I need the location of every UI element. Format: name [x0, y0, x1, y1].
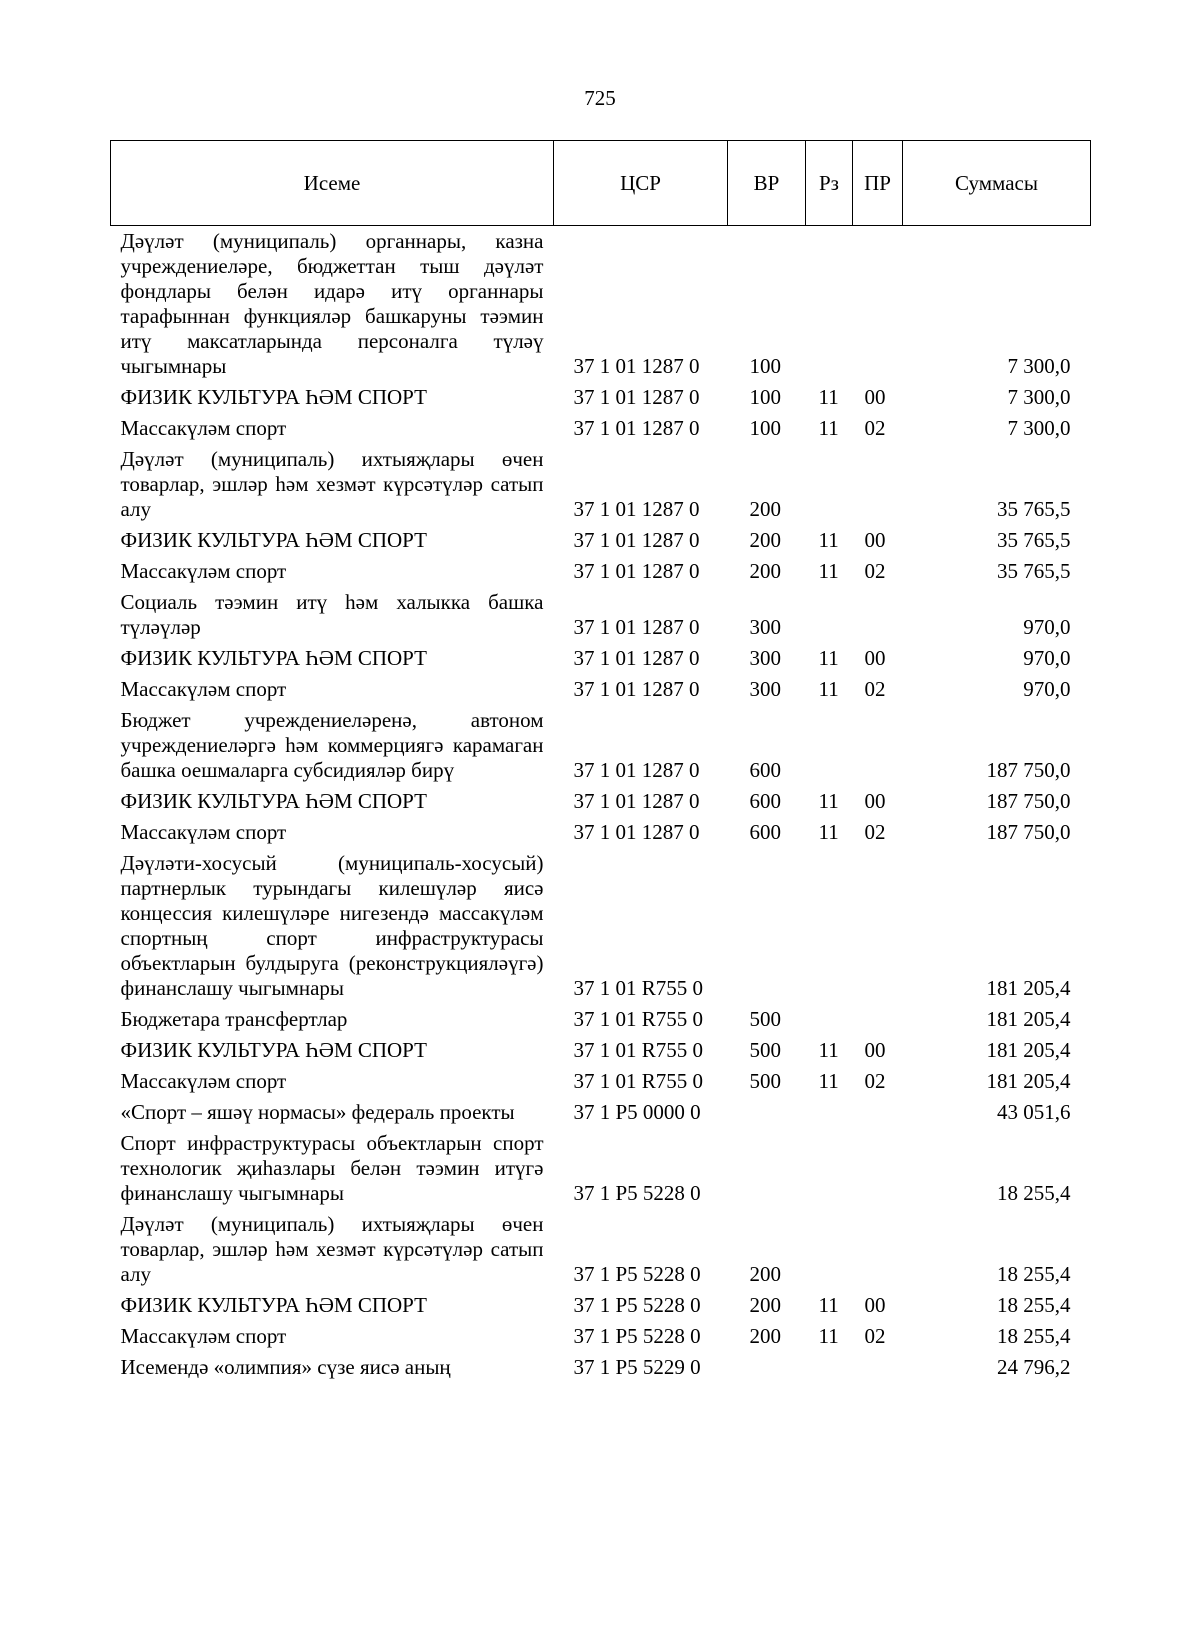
row-vr-cell: [728, 1352, 806, 1383]
row-vr-cell: 200: [749, 497, 781, 521]
row-vr-cell: [728, 1097, 806, 1128]
table-row: [111, 1035, 1091, 1066]
row-vr-cell: 200: [749, 528, 781, 552]
row-rz-cell: [806, 444, 853, 525]
header-pr: ПР: [853, 141, 903, 226]
row-csr-cell: 37 1 01 1287 0: [573, 385, 700, 409]
row-pr-cell: [853, 848, 903, 1004]
row-name-cell: Массакүләм спорт: [120, 1069, 287, 1093]
row-pr-cell: 02: [864, 1069, 886, 1093]
row-rz-cell: 11: [818, 677, 839, 701]
table-row: [111, 1321, 1091, 1352]
row-sum-cell: 7 300,0: [1007, 354, 1071, 378]
row-sum-cell: 24 796,2: [997, 1355, 1071, 1379]
header-csr: ЦСР: [554, 141, 728, 226]
row-rz-cell: [806, 1004, 853, 1035]
row-sum-cell: 35 765,5: [997, 559, 1071, 583]
row-sum-cell: 181 205,4: [986, 1007, 1071, 1031]
table-row: [111, 1209, 1091, 1290]
row-name-cell: ФИЗИК КУЛЬТУРА ҺӘМ СПОРТ: [120, 789, 427, 813]
row-sum-cell: 187 750,0: [986, 789, 1071, 813]
row-vr-cell: 300: [749, 677, 781, 701]
row-name-cell: Массакүләм спорт: [120, 416, 287, 440]
row-name-cell: Массакүләм спорт: [120, 677, 287, 701]
row-pr-cell: [853, 226, 903, 383]
row-name-cell: Дәүләт (муниципаль) ихтыяҗлары өчен товарлар, эшләр һәм хезмәт күрсәтүләр сатып алу: [120, 447, 544, 521]
row-rz-cell: 11: [818, 559, 839, 583]
row-name-cell: ФИЗИК КУЛЬТУРА ҺӘМ СПОРТ: [120, 1293, 427, 1317]
row-rz-cell: 11: [818, 646, 839, 670]
row-vr-cell: 600: [749, 820, 781, 844]
table-row: [111, 1128, 1091, 1209]
row-csr-cell: 37 1 P5 5228 0: [573, 1293, 701, 1317]
row-sum-cell: 181 205,4: [986, 976, 1071, 1000]
row-pr-cell: 02: [864, 820, 886, 844]
row-vr-cell: 500: [749, 1007, 781, 1031]
row-sum-cell: 35 765,5: [997, 497, 1071, 521]
row-vr-cell: 200: [749, 1293, 781, 1317]
row-csr-cell: 37 1 01 1287 0: [573, 528, 700, 552]
row-pr-cell: [853, 444, 903, 525]
row-pr-cell: [853, 1209, 903, 1290]
row-rz-cell: 11: [818, 1293, 839, 1317]
table-row: [111, 525, 1091, 556]
row-sum-cell: 187 750,0: [986, 758, 1071, 782]
row-pr-cell: [853, 1097, 903, 1128]
row-vr-cell: 300: [749, 646, 781, 670]
row-name-cell: Социаль тәэмин итү һәм халыкка башка түләүләр: [120, 590, 544, 639]
row-pr-cell: 00: [864, 1293, 886, 1317]
row-vr-cell: [728, 1128, 806, 1209]
row-csr-cell: 37 1 01 1287 0: [573, 820, 700, 844]
row-pr-cell: 00: [864, 385, 886, 409]
row-csr-cell: 37 1 01 1287 0: [573, 646, 700, 670]
row-rz-cell: 11: [818, 820, 839, 844]
row-csr-cell: 37 1 01 1287 0: [573, 615, 700, 639]
row-pr-cell: [853, 1004, 903, 1035]
row-csr-cell: 37 1 01 R755 0: [573, 1069, 704, 1093]
row-rz-cell: 11: [818, 789, 839, 813]
row-name-cell: ФИЗИК КУЛЬТУРА ҺӘМ СПОРТ: [120, 528, 427, 552]
row-vr-cell: 100: [749, 416, 781, 440]
row-sum-cell: 970,0: [1023, 646, 1071, 670]
row-rz-cell: [806, 1128, 853, 1209]
table-row: [111, 1066, 1091, 1097]
row-rz-cell: [806, 226, 853, 383]
row-pr-cell: 02: [864, 1324, 886, 1348]
row-pr-cell: [853, 1128, 903, 1209]
table-row: [111, 587, 1091, 643]
row-rz-cell: [806, 848, 853, 1004]
row-csr-cell: 37 1 01 R755 0: [573, 1038, 704, 1062]
row-name-cell: Массакүләм спорт: [120, 1324, 287, 1348]
header-name: Исеме: [111, 141, 554, 226]
row-pr-cell: 02: [864, 559, 886, 583]
row-pr-cell: [853, 587, 903, 643]
row-sum-cell: 18 255,4: [997, 1324, 1071, 1348]
row-csr-cell: 37 1 P5 5228 0: [573, 1181, 701, 1205]
table-row: [111, 848, 1091, 1004]
table-row: [111, 556, 1091, 587]
table-row: [111, 1004, 1091, 1035]
row-rz-cell: 11: [818, 528, 839, 552]
row-name-cell: Дәүләт (муниципаль) ихтыяҗлары өчен товарлар, эшләр һәм хезмәт күрсәтүләр сатып алу: [120, 1212, 544, 1286]
row-pr-cell: [853, 1352, 903, 1383]
row-name-cell: Массакүләм спорт: [120, 559, 287, 583]
row-vr-cell: [728, 848, 806, 1004]
table-row: [111, 1097, 1091, 1128]
row-csr-cell: 37 1 P5 0000 0: [573, 1100, 701, 1124]
row-name-cell: Бюджет учреждениеләренә, автоном учреждениеләргә һәм коммерциягә карамаган башка оешмаларга субсидияләр бирү: [120, 708, 544, 782]
row-name-cell: Исемендә «олимпия» сүзе яисә аның: [120, 1355, 451, 1379]
row-csr-cell: 37 1 01 1287 0: [573, 677, 700, 701]
table-row: [111, 817, 1091, 848]
row-rz-cell: [806, 705, 853, 786]
row-name-cell: ФИЗИК КУЛЬТУРА ҺӘМ СПОРТ: [120, 646, 427, 670]
row-vr-cell: 500: [749, 1069, 781, 1093]
row-vr-cell: 200: [749, 559, 781, 583]
row-csr-cell: 37 1 01 1287 0: [573, 416, 700, 440]
row-csr-cell: 37 1 P5 5228 0: [573, 1262, 701, 1286]
row-pr-cell: 00: [864, 789, 886, 813]
table-row: [111, 705, 1091, 786]
row-sum-cell: 18 255,4: [997, 1293, 1071, 1317]
row-csr-cell: 37 1 01 1287 0: [573, 354, 700, 378]
row-sum-cell: 187 750,0: [986, 820, 1071, 844]
row-csr-cell: 37 1 01 1287 0: [573, 497, 700, 521]
row-rz-cell: [806, 1097, 853, 1128]
row-rz-cell: 11: [818, 1038, 839, 1062]
row-name-cell: Бюджетара трансфертлар: [120, 1007, 348, 1031]
row-name-cell: ФИЗИК КУЛЬТУРА ҺӘМ СПОРТ: [120, 385, 427, 409]
row-pr-cell: 02: [864, 416, 886, 440]
table-row: [111, 413, 1091, 444]
row-pr-cell: 00: [864, 646, 886, 670]
row-sum-cell: 18 255,4: [997, 1181, 1071, 1205]
table-row: [111, 1352, 1091, 1383]
row-rz-cell: [806, 1352, 853, 1383]
row-vr-cell: 200: [749, 1262, 781, 1286]
row-rz-cell: 11: [818, 1069, 839, 1093]
row-vr-cell: 500: [749, 1038, 781, 1062]
row-name-cell: Дәүләт (муниципаль) органнары, казна учреждениеләре, бюджеттан тыш дәүләт фондлары белән идарә итү органнары тарафыннан функцияләр башкаруны тәэмин итү максатларында персоналга түләү чыгымнары: [120, 229, 544, 378]
row-rz-cell: [806, 1209, 853, 1290]
header-vr: ВР: [728, 141, 806, 226]
row-pr-cell: 00: [864, 528, 886, 552]
row-rz-cell: 11: [818, 1324, 839, 1348]
row-name-cell: Массакүләм спорт: [120, 820, 287, 844]
row-sum-cell: 18 255,4: [997, 1262, 1071, 1286]
row-name-cell: «Спорт – яшәү нормасы» федераль проекты: [120, 1100, 515, 1124]
header-rz: Рз: [806, 141, 853, 226]
row-pr-cell: 00: [864, 1038, 886, 1062]
budget-table: [110, 140, 1091, 1383]
row-sum-cell: 35 765,5: [997, 528, 1071, 552]
table-row: [111, 1290, 1091, 1321]
row-vr-cell: 600: [749, 758, 781, 782]
table-row: [111, 786, 1091, 817]
row-sum-cell: 181 205,4: [986, 1038, 1071, 1062]
row-csr-cell: 37 1 P5 5228 0: [573, 1324, 701, 1348]
row-csr-cell: 37 1 P5 5229 0: [573, 1355, 701, 1379]
row-csr-cell: 37 1 01 R755 0: [573, 1007, 704, 1031]
row-vr-cell: 200: [749, 1324, 781, 1348]
table-row: [111, 382, 1091, 413]
table-header-row: [111, 141, 1091, 226]
row-rz-cell: 11: [818, 385, 839, 409]
row-csr-cell: 37 1 01 1287 0: [573, 789, 700, 813]
table-row: [111, 226, 1091, 383]
row-sum-cell: 181 205,4: [986, 1069, 1071, 1093]
table-body: [111, 226, 1091, 1384]
row-pr-cell: 02: [864, 677, 886, 701]
row-rz-cell: [806, 587, 853, 643]
row-sum-cell: 7 300,0: [1007, 385, 1071, 409]
row-name-cell: Спорт инфраструктурасы объектларын спорт технологик җиһазлары белән тәэмин итүгә финанслашу чыгымнары: [120, 1131, 544, 1205]
row-name-cell: Дәүләти-хосусый (муниципаль-хосусый) партнерлык турындагы килешүләр яисә концессия килешүләре нигезендә массакүләм спортның спорт инфраструктурасы объектларын булдыруга (реконструкцияләүгә) финанслашу чыгымнары: [120, 851, 544, 1000]
header-sum: Суммасы: [903, 141, 1091, 226]
row-sum-cell: 43 051,6: [997, 1100, 1071, 1124]
row-vr-cell: 600: [749, 789, 781, 813]
row-csr-cell: 37 1 01 R755 0: [573, 976, 704, 1000]
page-number: 725: [584, 86, 616, 110]
row-sum-cell: 970,0: [1023, 677, 1071, 701]
row-name-cell: ФИЗИК КУЛЬТУРА ҺӘМ СПОРТ: [120, 1038, 427, 1062]
row-vr-cell: 100: [749, 354, 781, 378]
row-vr-cell: 300: [749, 615, 781, 639]
table-row: [111, 444, 1091, 525]
row-csr-cell: 37 1 01 1287 0: [573, 559, 700, 583]
row-csr-cell: 37 1 01 1287 0: [573, 758, 700, 782]
row-rz-cell: 11: [818, 416, 839, 440]
row-sum-cell: 7 300,0: [1007, 416, 1071, 440]
row-sum-cell: 970,0: [1023, 615, 1071, 639]
table-row: [111, 674, 1091, 705]
table-row: [111, 643, 1091, 674]
row-vr-cell: 100: [749, 385, 781, 409]
row-pr-cell: [853, 705, 903, 786]
